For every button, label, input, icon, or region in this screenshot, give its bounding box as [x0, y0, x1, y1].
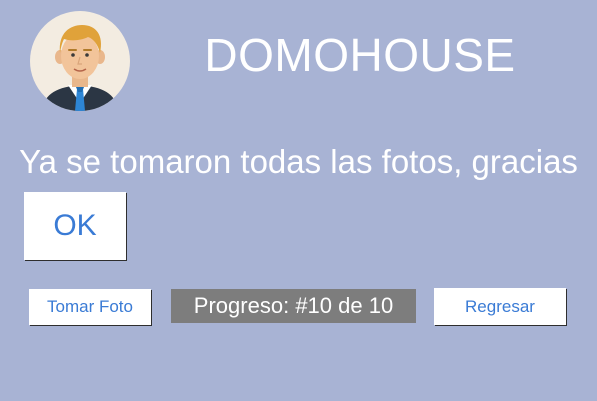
progress-value: #10 de 10: [295, 293, 394, 318]
take-photo-button[interactable]: Tomar Foto: [29, 289, 151, 325]
user-avatar-icon: [30, 11, 130, 111]
progress-indicator: [171, 289, 416, 323]
status-message: Ya se tomaron todas las fotos, gracias: [19, 143, 578, 180]
progress-label: Progreso:: [193, 293, 290, 318]
back-button[interactable]: Regresar: [434, 288, 566, 325]
ok-button[interactable]: OK: [24, 192, 126, 260]
app-title: DOMOHOUSE: [204, 29, 516, 81]
